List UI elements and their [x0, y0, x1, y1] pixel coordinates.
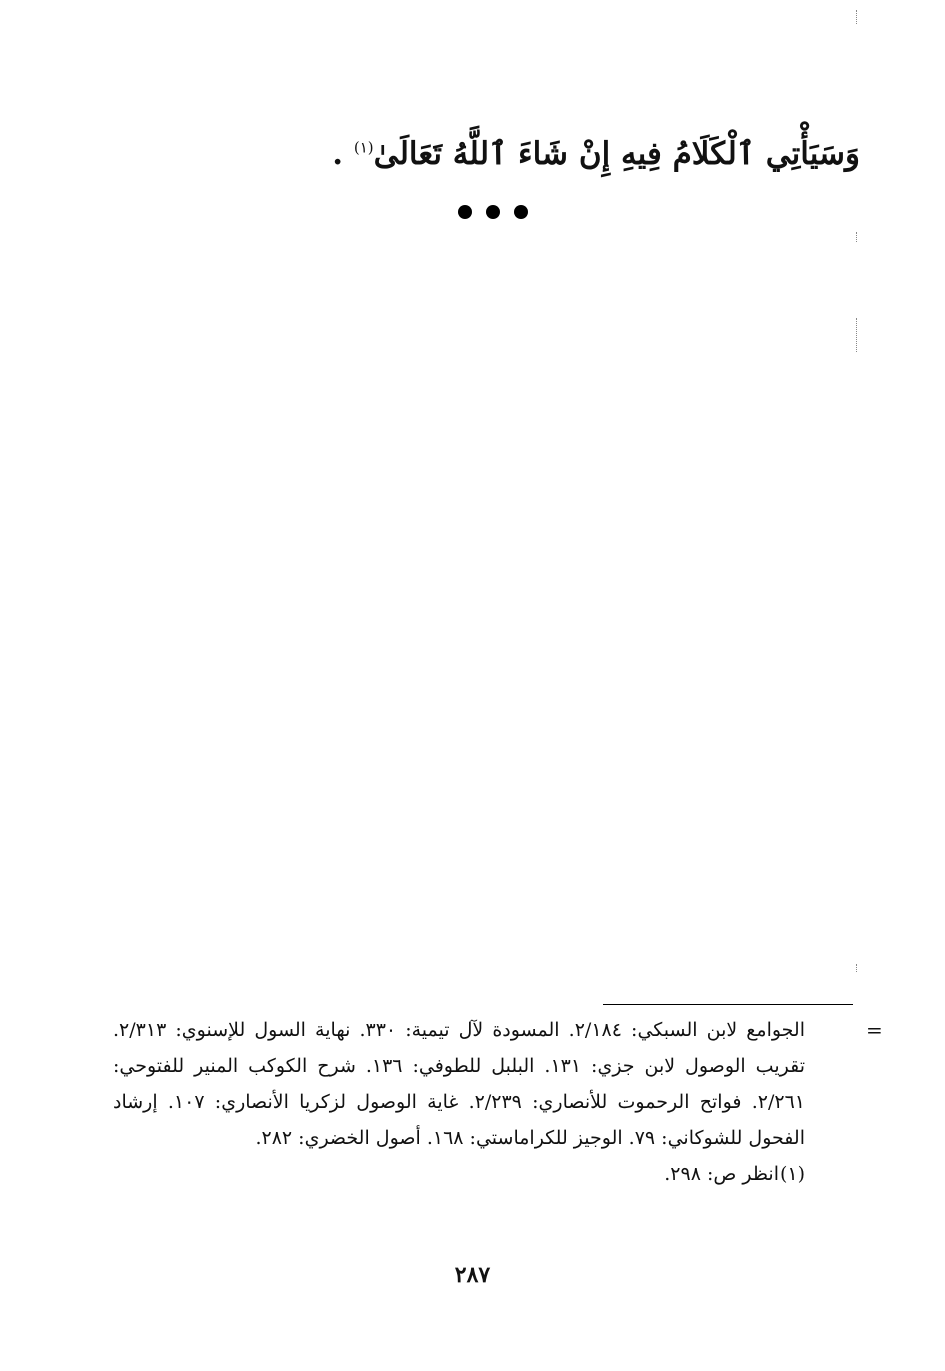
separator-dot	[458, 205, 472, 219]
footnote-continuation-text: الجوامع لابن السبكي: ٢/١٨٤. المسودة لآل تيمية: ٣٣٠. نهاية السول للإسنوي: ٢/٣١٣. تقريب الوصول لابن جزي: ١٣١. البلبل للطوفي: ١٣٦. شرح الكوكب المنير للفتوحي: ٢/٢٦١. فواتح الرحموت للأنصاري: ٢/٢٣٩. غاية الوصول لزكريا الأنصاري: ١٠٧. إرشاد الفحول للشوكاني: ٧٩. الوجيز للكراماستي: ١٦٨. أصول الخضري: ٢٨٢.	[113, 1019, 806, 1149]
margin-mark	[856, 10, 859, 24]
footnote-item	[113, 1156, 805, 1192]
footnote-reference: (١)	[353, 138, 374, 157]
main-paragraph	[100, 131, 860, 178]
separator-dot	[486, 205, 500, 219]
main-end-punctuation: .	[332, 136, 344, 172]
footnote-number: (١)	[779, 1163, 805, 1185]
separator-dot	[514, 205, 528, 219]
footnotes-section	[113, 1012, 805, 1192]
main-text-body: وَسَيَأْتِي ٱلْكَلَامُ فِيهِ إِنْ شَاءَ ٱللَّهُ تَعَالَىٰ	[373, 136, 860, 172]
page-number: ٢٨٧	[454, 1262, 491, 1288]
footnote-rule	[603, 1004, 853, 1005]
margin-mark	[856, 232, 859, 242]
margin-mark	[856, 964, 859, 972]
margin-mark	[856, 318, 859, 352]
footnote-continuation-mark: =	[866, 1018, 883, 1042]
section-separator-dots	[458, 200, 528, 224]
footnote-text: انظر ص: ٢٩٨.	[664, 1163, 779, 1185]
